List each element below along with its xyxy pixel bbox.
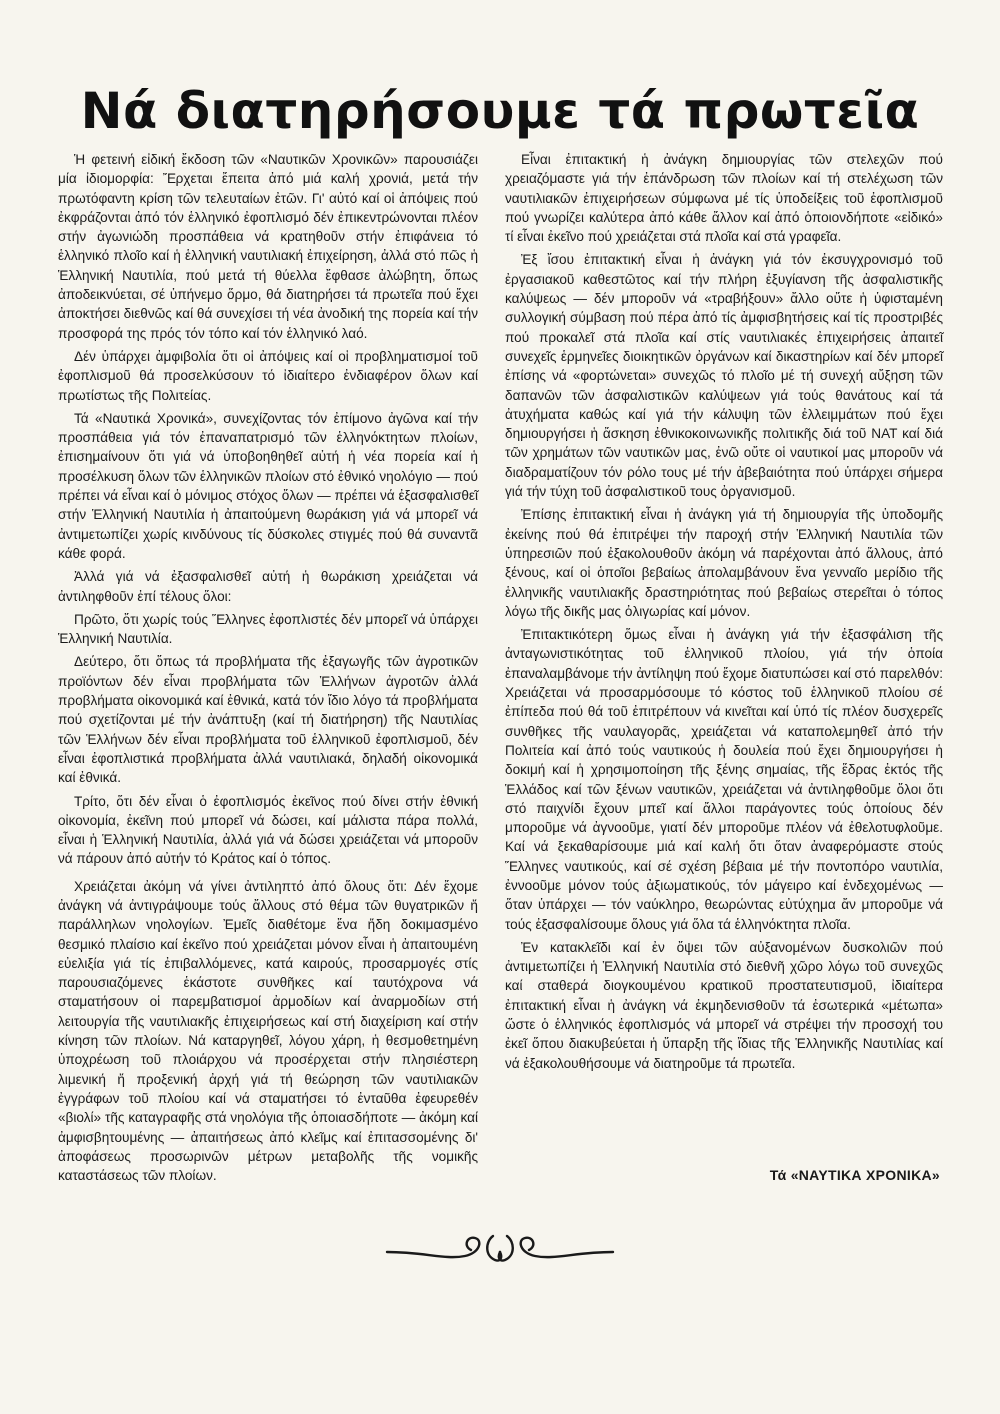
paragraph: Ἀλλά γιά νά ἐξασφαλισθεῖ αὐτή ἡ θωράκιση χρειάζεται νά ἀντιληφθοῦν ἐπί τέλους ὅλοι: (58, 569, 478, 604)
paragraph: Δέν ὑπάρχει ἀμφιβολία ὅτι οἱ ἀπόψεις καί οἱ προβληματισμοί τοῦ ἐφοπλισμοῦ θά προσελκύσουν τό ἰδιαίτερο ἐνδιαφέρον ὅλων καί πρωτίστως τῆς Πολιτείας. (58, 348, 478, 403)
right-column (505, 150, 943, 1077)
paragraph: Ἐν κατακλεῖδι καί ἐν ὄψει τῶν αὐξανομένων δυσκολιῶν πού ἀντιμετωπίζει ἡ Ἑλληνική Ναυτιλία στό διεθνῆ χῶρο λόγω τοῦ συνεχῶς καί σταθερά διογκουμένου κρατικοῦ προστατευτισμοῦ, ἰδιαίτερα ἐπιτακτική εἶναι ἡ ἀνάγκη νά ἐκμηδενισθοῦν τά ἐσωτερικά «μέτωπα» ὥστε ὁ ἑλληνικός ἐφοπλισμός νά μπορεῖ νά στρέψει τήν προσοχή του ἐκεῖ ὅπου διακυβεύεται ἡ ὕπαρξη τῆς ἴδιας τῆς Ἑλληνικῆς Ναυτιλίας καί νά ἐξακολουθήσουμε νά διατηροῦμε τά πρωτεῖα. (505, 939, 943, 1071)
paragraph: Χρειάζεται ἀκόμη νά γίνει ἀντιληπτό ἀπό ὅλους ὅτι: Δέν ἔχομε ἀνάγκη νά ἀντιγράψουμε τούς ἄλλους στό θέμα τῶν θυγατρικῶν ἤ παράλληλων νηολογίων. Ἐμεῖς διαθέτομε ἕνα ἤδη δοκιμασμένο θεσμικό πλαίσιο καί ἐκεῖνο πού χρειάζεται μόνον εἶναι ἡ ἀπαιτουμένη εὐελιξία γιά τίς ἐπιβαλλόμενες, κατά καιρούς, προσαρμογές στίς παρουσιαζόμενες ἑκάστοτε συνθῆκες καί ταυτόχρονα νά σταματήσουν οἱ παρεμβατισμοί ἀρμοδίων καί ἀναρμοδίων στή λειτουργία τῆς ναυτιλιακῆς ἐπιχειρήσεως καί στή διαχείριση καί στήν κίνηση τῶν πλοίων. Νά καταργηθεῖ, λόγου χάρη, ἡ θεσμοθετημένη ὑποχρέωση τοῦ πλοιάρχου νά προσέρχεται στήν πλησιέστερη λιμενική ἤ προξενική ἀρχή γιά τή θεώρηση τῶν ναυτιλιακῶν ἐγγράφων τοῦ πλοίου καί νά σταματήσει τό ἐνταῦθα ἐφευρεθέν «βιολί» τῆς καταγραφῆς στά νηολόγια τῆς ὁποιασδήποτε — ἀκόμη καί ἀμφισβητουμένης — ἀπαιτήσεως ἀπό κλεῖμς καί ἐπιτασσομένης δι' ἀποφάσεως προσωρινῶν μέτρων μεταβολῆς τῆς νομικῆς καταστάσεως τῶν πλοίων. (58, 878, 478, 1184)
paragraph: Πρῶτο, ὅτι χωρίς τούς Ἕλληνες ἐφοπλιστές δέν μπορεῖ νά ὑπάρχει Ἑλληνική Ναυτιλία. (58, 611, 478, 647)
article-title: Νά διατηρήσουμε τά πρωτεῖα (80, 82, 920, 140)
flourish-ornament-icon (385, 1230, 615, 1266)
paragraph: Τρίτο, ὅτι δέν εἶναι ὁ ἐφοπλισμός ἐκεῖνος πού δίνει στήν ἐθνική οἰκονομία, ἐκεῖνη πού μπορεῖ νά δώσει, καί μάλιστα πάρα πολλά, εἶναι ἡ Ἑλληνική Ναυτιλία, ἀλλά γιά νά δώσει χρειάζεται νά μποροῦν νά πάρουν ἀπό αὐτήν τό Κράτος καί ὁ τόπος. (58, 793, 478, 867)
paragraph: Εἶναι ἐπιτακτική ἡ ἀνάγκη δημιουργίας τῶν στελεχῶν πού χρειαζόμαστε γιά τήν ἐπάνδρωση τῶν πλοίων καί τή στελέχωση τῶν ναυτιλιακῶν ἐπιχειρήσεων σύμφωνα μέ τίς ὑποδείξεις τοῦ ἐφοπλισμοῦ πού γνωρίζει καλύτερα ἀπό κάθε ἄλλον καί ἀπό ὁποιονδήποτε «εἰδικό» τί εἶναι ἐκεῖνο πού χρειάζεται στά πλοῖα καί στά γραφεῖα. (505, 152, 943, 245)
paragraph: Ἐπίσης ἐπιτακτική εἶναι ἡ ἀνάγκη γιά τή δημιουργία τῆς ὑποδομῆς ἐκείνης πού θά ἐπιτρέψει τήν παροχή στήν Ἑλληνική Ναυτιλία τῶν ὑπηρεσιῶν πού ἐξακολουθοῦν ἀκόμη νά παρέχονται ἀπό ἄλλους, ἀπό ξένους, καί οἱ ὁποῖοι βεβαίως ἀπολαμβάνουν ἕνα γενναῖο μερίδιο τῆς ἑλληνικῆς ναυτιλιακῆς δραστηριότητας πού βεβαίως στερεῖται ὁ τόπος λόγω τῆς δικῆς μας ὀλιγωρίας καί μόνον. (505, 507, 943, 619)
paragraph: Ἡ φετεινή εἰδική ἔκδοση τῶν «Ναυτικῶν Χρονικῶν» παρουσιάζει μία ἰδιομορφία: Ἔρχεται ἔπειτα ἀπό μιά καλή χρονιά, μετά τήν πρωτόφαντη κρίση τῶν τελευταίων ἐτῶν. Γι' αὐτό καί οἱ ἀπόψεις πού ἐκφράζονται ἀπό τόν ἑλληνικό ἐφοπλισμό δέν ἐπικεντρώνονται πλέον στήν ἀγωνιώδη προσπάθεια νά κρατηθοῦν στήν ἐπιφάνεια τό ἑλληνικό πλοῖο καί ἡ ἑλληνική ναυτιλιακή ἐπιχείρηση, ἀλλά στό πῶς ἡ Ἑλληνική Ναυτιλία, πού μετά τή θύελλα ἔφθασε ἀλώβητη, ὅπως ἀποδεικνύεται, σέ ὑπήνεμο ὅρμο, θά διατηρήσει τά πρωτεῖα πού ἔχει ἀποκτήσει διεθνῶς καί θά συνεχίσει τή νέα ἀνοδική της πορεία καί τήν προσφορά της πρός τόν τόπο καί τόν ἑλληνικό λαό. (58, 152, 478, 341)
paragraph: Τά «Ναυτικά Χρονικά», συνεχίζοντας τόν ἐπίμονο ἀγῶνα καί τήν προσπάθεια γιά τόν ἐπαναπατρισμό τῶν ἑλληνόκτητων πλοίων, ἐπισημαίνουν ὅτι γιά νά ὑποβοηθηθεῖ αὐτή ἡ νέα πορεία καί ἡ προσέλκυση ὅλων τῶν ἑλληνικῶν πλοίων στό ἐθνικό νηολόγιο — πού πρέπει νά εἶναι καί ὁ μόνιμος στόχος ὅλων — πρέπει νά ἐξασφαλισθεῖ στήν Ἑλληνική Ναυτιλία ἡ ἀπαιτούμενη θωράκιση γιά νά μπορεῖ νά ἀντιμετωπίζει χωρίς κινδύνους τίς δύσκολες στιγμές πού θά συναντᾶ κάθε φορά. (58, 410, 478, 561)
paragraph: Ἐξ ἴσου ἐπιτακτική εἶναι ἡ ἀνάγκη γιά τόν ἐκσυγχρονισμό τοῦ ἐργασιακοῦ καθεστῶτος καί τήν πλήρη ἐξυγίανση τῆς ἀσφαλιστικῆς καλύψεως — δέν μποροῦν νά «τραβήξουν» ἄλλο οὔτε ἡ ὑφισταμένη συλλογική σύμβαση πού πέρα ἀπό τίς ἀμφισβητήσεις καί τίς προστριβές πού προκαλεῖ στά πλοῖα καί στίς ναυτιλιακές ἐπιχειρήσεις ἀπαιτεῖ συνεχεῖς ἑρμηνεῖες διοικητικῶν ὀργάνων καί δικαστηρίων καί δέν μπορεῖ ἐπίσης νά «φορτώνεται» συνεχῶς τό πλοῖο μέ τή συνεχή αὔξηση τῶν δαπανῶν τῶν ἀσφαλιστικῶν καλύψεων γιά τούς θανάτους καί τά ἀτυχήματα καθώς καί γιά τήν κάλυψη τῶν ἐλλειμμάτων πού ἔχει δημιουργήσει ἡ ἄσκηση ἐθνικοκοινωνικῆς πολιτικῆς διά τοῦ ΝΑΤ καί διά τῶν χρημάτων τῶν ναυτικῶν μας, ἐνῶ οὔτε οἱ ναυτικοί μας μποροῦν νά διαδραματίζουν τόν ρόλο τους μέ τήν ἀβεβαιότητα πού ὑπάρχει σήμερα γιά τήν τύχη τοῦ ἀσφαλιστικοῦ τους ὀργανισμοῦ. (505, 252, 943, 500)
paragraph: Ἐπιτακτικότερη ὅμως εἶναι ἡ ἀνάγκη γιά τήν ἐξασφάλιση τῆς ἀνταγωνιστικότητας τοῦ ἑλληνικοῦ πλοίου, γιά τήν ὁποία ἐπαναλαμβάνομε τήν ἀντίληψη πού ἔχομε διατυπώσει καί στό παρελθόν: Χρειάζεται νά προσαρμόσουμε τό κόστος τοῦ ἑλληνικοῦ πλοίου σέ ἐπίπεδα πού θά τοῦ ἐπιτρέπουν νά κινεῖται καί ὑπό τίς πλέον δυσχερεῖς συνθῆκες τῆς ναυλαγορᾶς, χρειάζεται νά καταπολεμηθεῖ ἀπό τήν Πολιτεία καί ἀπό τούς ναυτικούς ἡ δουλεία πού ἔχει δημιουργήσει ἡ δοκιμή καί ἡ χρησιμοποίηση τῆς ξένης σημαίας, τῆς ἕδρας ἐκτός τῆς Ἑλλάδος καί τῶν ξένων ναυτικῶν, χρειάζεται νά ἀντιληφθοῦμε ὅλοι ὅτι στό παιχνίδι ἔχουν μπεῖ καί ἄλλοι παράγοντες τούς ὁποίους δέν μποροῦμε νά ἀγνοοῦμε, γιατί δέν μποροῦμε πλέον νά ἐθελοτυφλοῦμε. Καί νά ξεκαθαρίσουμε μιά καί καλή ὅτι ὅταν ἀναφερόμαστε στούς Ἕλληνες ναυτικούς, καί σέ σχέση βέβαια μέ τήν ποντοπόρο ναυτιλία, ἐννοοῦμε μόνον τούς ἀξιωματικούς, τόν μάγειρο καί ἐνδεχομένως — ὅταν ὑπάρχει — τόν ναύκληρο, θεωρώντας εὐτύχημα ἄν μποροῦμε νά τούς ἐξασφαλίσουμε ὅλους γιά ὅλα τά ἑλληνόκτητα πλοῖα. (505, 627, 943, 932)
left-column (58, 150, 478, 1189)
paragraph: Δεύτερο, ὅτι ὅπως τά προβλήματα τῆς ἐξαγωγῆς τῶν ἀγροτικῶν προϊόντων δέν εἶναι προβλήματα τῶν Ἑλλήνων ἀγροτῶν ἀλλά προβλήματα οἰκονομικά καί ἐθνικά, κατά τόν ἴδιο λόγο τά προβλήματα πού σχετίζονται μέ τήν ἀνάπτυξη (καί τή διατήρηση) τῆς Ναυτιλίας τῶν Ἑλλήνων δέν εἶναι προβλήματα τοῦ ἑλληνικοῦ ἐφοπλισμοῦ, δέν εἶναι ἐφοπλιστικά προβλήματα ἀλλά ναυτιλιακά, δηλαδή οἰκονομικά καί ἐθνικά. (58, 654, 478, 786)
signature: Τά «ΝΑΥΤΙΚΑ ΧΡΟΝΙΚΑ» (769, 1167, 940, 1183)
